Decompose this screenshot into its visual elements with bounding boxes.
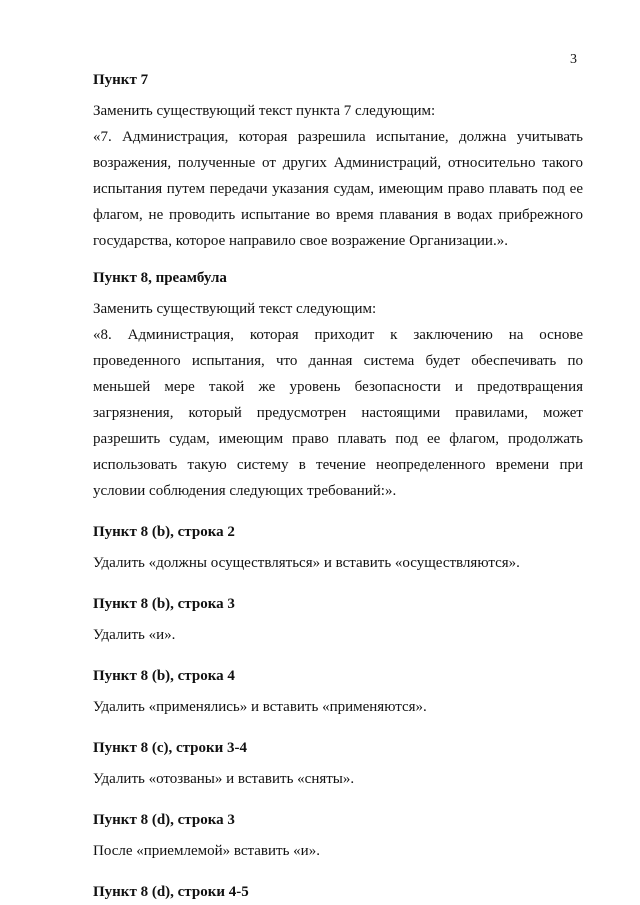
section-heading: Пункт 8 (b), строка 3 xyxy=(93,596,235,612)
document-body xyxy=(93,70,583,902)
instruction-text: Удалить «отозваны» и вставить «сняты». xyxy=(93,771,355,787)
page-number: 3 xyxy=(570,52,577,67)
instruction-text: Удалить «должны осуществляться» и вставить «осуществляются». xyxy=(93,555,520,571)
section-heading: Пункт 8, преамбула xyxy=(93,270,227,286)
instruction-text: Удалить «применялись» и вставить «применяются». xyxy=(93,699,427,715)
quoted-text: «7. Администрация, которая разрешила испытание, должна учитывать возражения, полученные от других Администраций, относительно такого испытания путем передачи указания судам, имеющим право плавать под ее флагом, не проводить испытание во время плавания в водах прибрежного государства, которое направило свое возражение Организации.». xyxy=(93,129,583,249)
section-heading: Пункт 8 (b), строка 4 xyxy=(93,668,235,684)
instruction-text: Удалить «и». xyxy=(93,627,176,643)
instruction-text: Заменить существующий текст следующим: xyxy=(93,301,377,317)
instruction-text: После «приемлемой» вставить «и». xyxy=(93,843,320,859)
instruction-text: Заменить существующий текст пункта 7 следующим: xyxy=(93,103,436,119)
section-heading: Пункт 7 xyxy=(93,72,149,88)
section-heading: Пункт 8 (b), строка 2 xyxy=(93,524,235,540)
section-heading: Пункт 8 (d), строки 4-5 xyxy=(93,884,249,900)
section-heading: Пункт 8 (c), строки 3-4 xyxy=(93,740,248,756)
section-heading: Пункт 8 (d), строка 3 xyxy=(93,812,235,828)
quoted-text: «8. Администрация, которая приходит к заключению на основе проведенного испытания, что данная система будет обеспечивать по меньшей мере такой же уровень безопасности и предотвращения загрязнения, который предусмотрен настоящими правилами, может разрешить судам, имеющим право плавать под ее флагом, продолжать использовать такую систему в течение неопределенного времени при условии соблюдения следующих требований:». xyxy=(93,327,583,499)
